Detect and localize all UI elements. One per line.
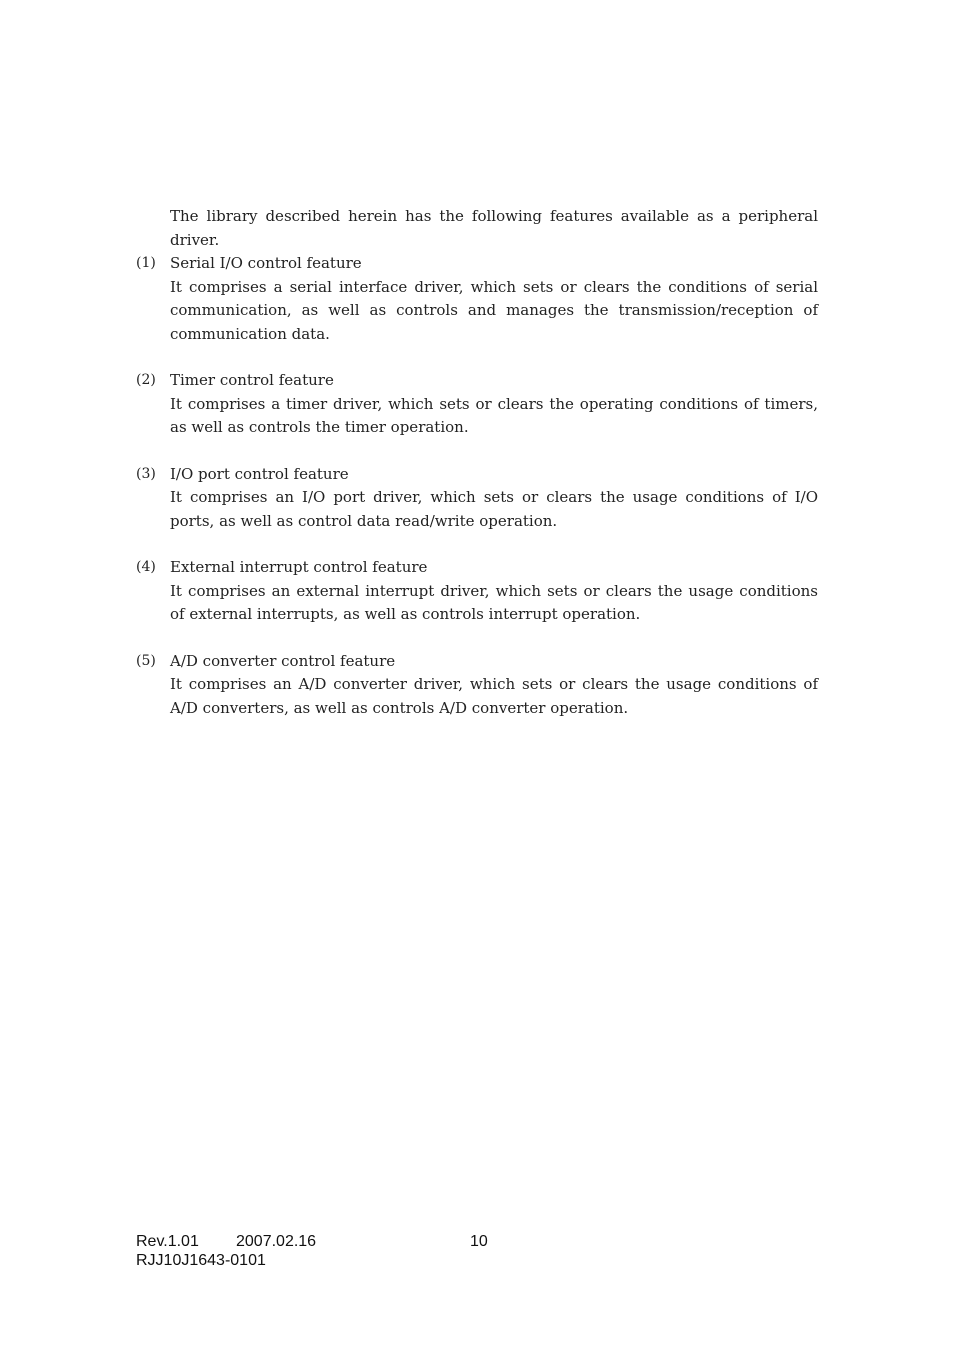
feature-title: Timer control feature xyxy=(170,371,334,389)
feature-item xyxy=(136,556,818,627)
revision-label: Rev.1.01 xyxy=(136,1233,199,1250)
footer-revision-line xyxy=(136,1232,316,1251)
revision-date: 2007.02.16 xyxy=(236,1233,317,1250)
feature-description: It comprises an A/D converter driver, which sets or clears the usage conditions of A/D converters, as well as controls A/D converter operation. xyxy=(170,675,818,717)
feature-item xyxy=(136,369,818,440)
feature-item xyxy=(136,650,818,721)
feature-title: A/D converter control feature xyxy=(170,651,396,670)
feature-item xyxy=(136,252,818,346)
feature-number: (2) xyxy=(136,372,156,388)
feature-description: It comprises a timer driver, which sets or clears the operating conditions of timers, as well as controls the timer operation. xyxy=(170,394,818,436)
feature-number: (3) xyxy=(136,465,156,482)
feature-description: It comprises an I/O port driver, which sets or clears the usage conditions of I/O ports, as well as control data read/write operation. xyxy=(170,488,818,530)
feature-number: (5) xyxy=(136,652,156,669)
feature-item xyxy=(136,463,818,534)
intro-paragraph: The library described herein has the following features available as a peripheral driver. xyxy=(170,207,818,249)
page-number: 10 xyxy=(470,1233,488,1250)
feature-title: Serial I/O control feature xyxy=(170,254,362,272)
feature-description: It comprises a serial interface driver, which sets or clears the conditions of serial communication, as well as controls and manages the transmission/reception of communication data. xyxy=(170,277,818,343)
feature-description: It comprises an external interrupt driver, which sets or clears the usage conditions of external interrupts, as well as controls interrupt operation. xyxy=(170,581,818,623)
document-number: RJJ10J1643-0101 xyxy=(136,1252,266,1269)
document-body xyxy=(136,205,818,743)
feature-title: I/O port control feature xyxy=(170,464,349,483)
feature-number: (1) xyxy=(136,255,156,271)
page-footer xyxy=(136,1232,316,1270)
feature-title: External interrupt control feature xyxy=(170,558,428,576)
feature-number: (4) xyxy=(136,559,156,575)
